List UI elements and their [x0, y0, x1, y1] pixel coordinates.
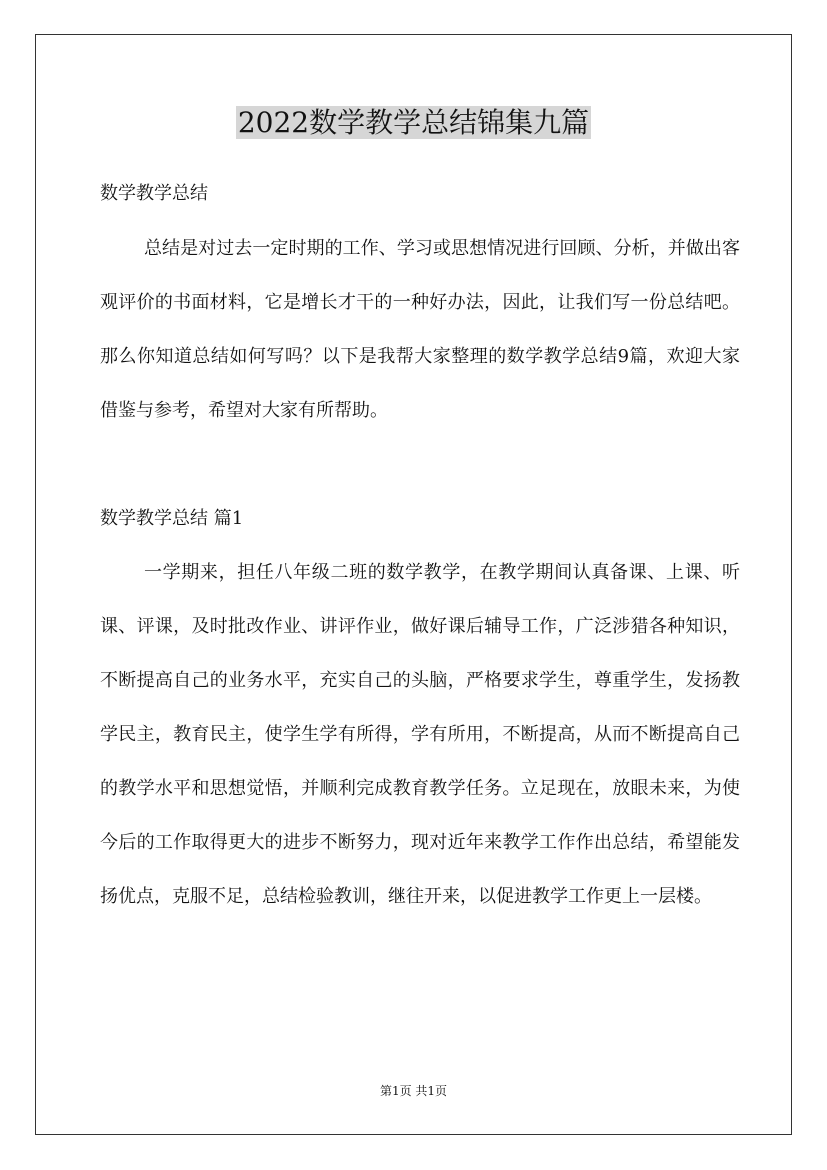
intro-heading: 数学教学总结: [100, 183, 208, 204]
section-1-heading: 数学教学总结 篇1: [100, 508, 244, 529]
page-number-footer: 第1页 共1页: [379, 1084, 448, 1098]
document-title: [0, 104, 827, 142]
intro-paragraph: 总结是对过去一定时期的工作、学习或思想情况进行回顾、分析，并做出客观评价的书面材料，它是增长才干的一种好办法，因此，让我们写一份总结吧。那么你知道总结如何写吗？以下是我帮大家整理的数学教学总结9篇，欢迎大家借鉴与参考，希望对大家有所帮助。: [100, 238, 740, 421]
section-1-paragraph: 一学期来，担任八年级二班的数学教学，在教学期间认真备课、上课、听课、评课，及时批改作业、讲评作业，做好课后辅导工作，广泛涉猎各种知识，不断提高自己的业务水平，充实自己的头脑，严格要求学生，尊重学生，发扬教学民主，教育民主，使学生学有所得，学有所用，不断提高，从而不断提高自己的教学水平和思想觉悟，并顺利完成教育教学任务。立足现在，放眼未来，为使今后的工作取得更大的进步不断努力，现对近年来教学工作作出总结，希望能发扬优点，克服不足，总结检验教训，继往开来，以促进教学工作更上一层楼。: [100, 562, 740, 907]
document-title-text: 2022数学教学总结锦集九篇: [237, 106, 590, 139]
